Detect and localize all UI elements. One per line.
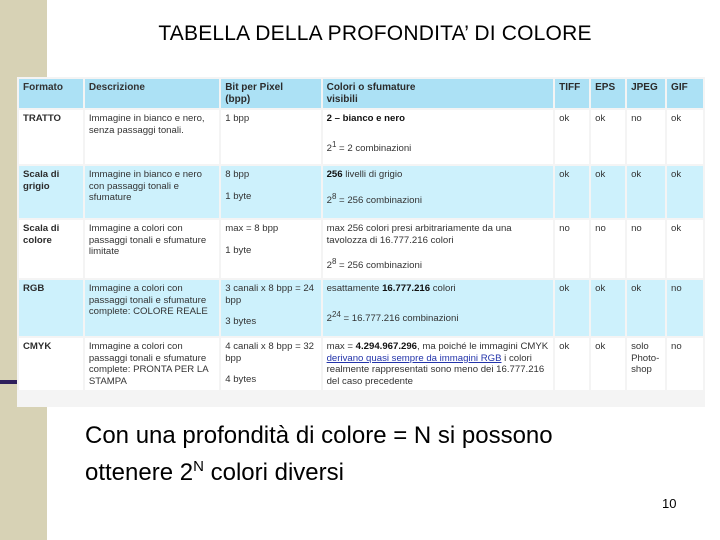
caption-suffix: colori diversi <box>203 459 344 486</box>
caption-line-1: Con una profondità di colore = N si possono <box>85 422 553 449</box>
cell-descrizione: Immagine in bianco e nero, senza passaggi tonali. <box>85 110 219 164</box>
cell-colori-bold: 256 <box>326 169 343 180</box>
cell-eps: ok <box>591 110 625 164</box>
cell-colori-combinazioni <box>327 139 550 155</box>
cell-tiff: ok <box>555 338 589 390</box>
cell-colori <box>323 280 554 336</box>
cell-gif: ok <box>667 166 703 218</box>
cell-colori-link[interactable]: derivano quasi sempre da immagini RGB <box>326 352 502 364</box>
color-depth-table <box>17 77 705 407</box>
power-base: 2 <box>326 260 332 272</box>
slide-caption <box>85 420 553 488</box>
cell-formato: RGB <box>19 280 83 336</box>
cell-bit-bytes: 4 bytes <box>225 374 257 385</box>
cell-bit-bytes: 3 bytes <box>225 316 257 327</box>
header-colori-line2: visibili <box>326 93 358 105</box>
cell-formato: Scala di grigio <box>19 166 83 218</box>
cell-colori-prefix: esattamente <box>326 283 383 294</box>
cell-bit-value: 1 bpp <box>225 113 250 124</box>
table-row-scala-di-colore <box>19 220 703 278</box>
table-row-tratto <box>19 110 703 164</box>
table-header-row <box>19 79 703 108</box>
table-row-rgb <box>19 280 703 336</box>
cell-tiff: ok <box>555 166 589 218</box>
caption-line-2 <box>85 451 553 488</box>
cell-bit-bytes: 1 byte <box>225 190 252 202</box>
cell-descrizione: Immagine a colori con passaggi tonali e sfumature limitate <box>85 220 219 278</box>
power-result: = 16.777.216 combinazioni <box>340 312 459 324</box>
power-result: = 256 combinazioni <box>336 194 422 206</box>
cell-bit-value: 4 canali x 8 bpp = 32 bpp <box>225 341 315 364</box>
slide-title: TABELLA DELLA PROFONDITA’ DI COLORE <box>158 22 592 45</box>
cell-jpeg: solo Photo-shop <box>627 338 665 390</box>
header-descrizione: Descrizione <box>85 79 219 108</box>
header-colori <box>323 79 554 108</box>
header-bit-per-pixel <box>221 79 320 108</box>
power-exponent: 8 <box>331 257 337 266</box>
cell-colori <box>323 338 554 390</box>
power-result: = 2 combinazioni <box>336 142 412 154</box>
table-row-scala-di-grigio <box>19 166 703 218</box>
cell-colori <box>323 110 554 164</box>
cell-bit <box>221 338 320 390</box>
cell-colori-combinazioni <box>327 256 550 272</box>
caption-exponent: N <box>193 458 204 475</box>
cell-colori-bold: 16.777.216 <box>382 283 431 294</box>
header-bit-line2: (bpp) <box>225 93 251 105</box>
cell-colori-combinazioni <box>327 309 550 325</box>
cell-eps: no <box>591 220 625 278</box>
cell-formato: Scala di colore <box>19 220 83 278</box>
cell-gif: no <box>667 338 703 390</box>
power-base: 2 <box>326 194 332 206</box>
cell-colori-rest: max 256 colori presi arbitrariamente da una tavolozza di 16.777.216 colori <box>326 223 512 246</box>
cell-colori-rest: livelli di grigio <box>342 169 403 180</box>
cell-jpeg: no <box>627 110 665 164</box>
cell-gif: ok <box>667 110 703 164</box>
cell-eps: ok <box>591 166 625 218</box>
header-bit-line1: Bit per Pixel <box>225 82 284 93</box>
cell-colori-rest: colori <box>430 283 456 294</box>
cell-bit-value: 3 canali x 8 bpp = 24 bpp <box>225 283 315 306</box>
header-gif: GIF <box>667 79 703 108</box>
header-formato: Formato <box>19 79 83 108</box>
cell-descrizione: Immagine in bianco e nero con passaggi tonali e sfumature <box>85 166 219 218</box>
page-number: 10 <box>662 496 677 511</box>
cell-tiff: ok <box>555 110 589 164</box>
caption-prefix: ottenere 2 <box>85 459 194 486</box>
cell-colori-rest: , ma poiché le immagini CMYK <box>417 341 549 352</box>
cell-tiff: no <box>555 220 589 278</box>
cell-formato: CMYK <box>19 338 83 390</box>
cell-bit-value: max = 8 bpp <box>225 223 279 234</box>
cell-eps: ok <box>591 280 625 336</box>
cell-eps: ok <box>591 338 625 390</box>
cell-gif: ok <box>667 220 703 278</box>
cell-colori <box>323 166 554 218</box>
cell-colori-bold: 4.294.967.296 <box>355 341 418 352</box>
cell-bit <box>221 166 320 218</box>
cell-colori-bold: 2 – bianco e nero <box>326 113 405 124</box>
cell-colori <box>323 220 554 278</box>
power-exponent: 8 <box>331 191 337 201</box>
power-result: = 256 combinazioni <box>336 260 422 272</box>
cell-colori-combinazioni <box>327 191 550 207</box>
power-exponent: 1 <box>331 139 337 149</box>
cell-descrizione: Immagine a colori con passaggi tonali e sfumature complete: COLORE REALE <box>85 280 219 336</box>
power-base: 2 <box>326 312 332 324</box>
header-colori-line1: Colori o sfumature <box>326 82 416 93</box>
cell-jpeg: ok <box>627 280 665 336</box>
cell-descrizione: Immagine a colori con passaggi tonali e sfumature complete: PRONTA PER LA STAMPA <box>85 338 219 390</box>
cell-tiff: ok <box>555 280 589 336</box>
cell-formato: TRATTO <box>19 110 83 164</box>
cell-colori-prefix: max = <box>326 341 356 352</box>
cell-jpeg: no <box>627 220 665 278</box>
sidebar-accent-rule <box>0 380 18 384</box>
table-row-cmyk <box>19 338 703 390</box>
cell-bit <box>221 110 320 164</box>
header-tiff: TIFF <box>555 79 589 108</box>
cell-bit-bytes: 1 byte <box>225 244 252 256</box>
cell-bit <box>221 280 320 336</box>
header-eps: EPS <box>591 79 625 108</box>
power-exponent: 24 <box>331 309 341 319</box>
cell-bit <box>221 220 320 278</box>
cell-gif: no <box>667 280 703 336</box>
cell-bit-value: 8 bpp <box>225 169 250 180</box>
cell-colori-rest2: i colori realmente rappresentati sono meno dei 16.777.216 del caso precedente <box>326 352 545 387</box>
cell-jpeg: ok <box>627 166 665 218</box>
header-jpeg: JPEG <box>627 79 665 108</box>
power-base: 2 <box>326 142 332 154</box>
